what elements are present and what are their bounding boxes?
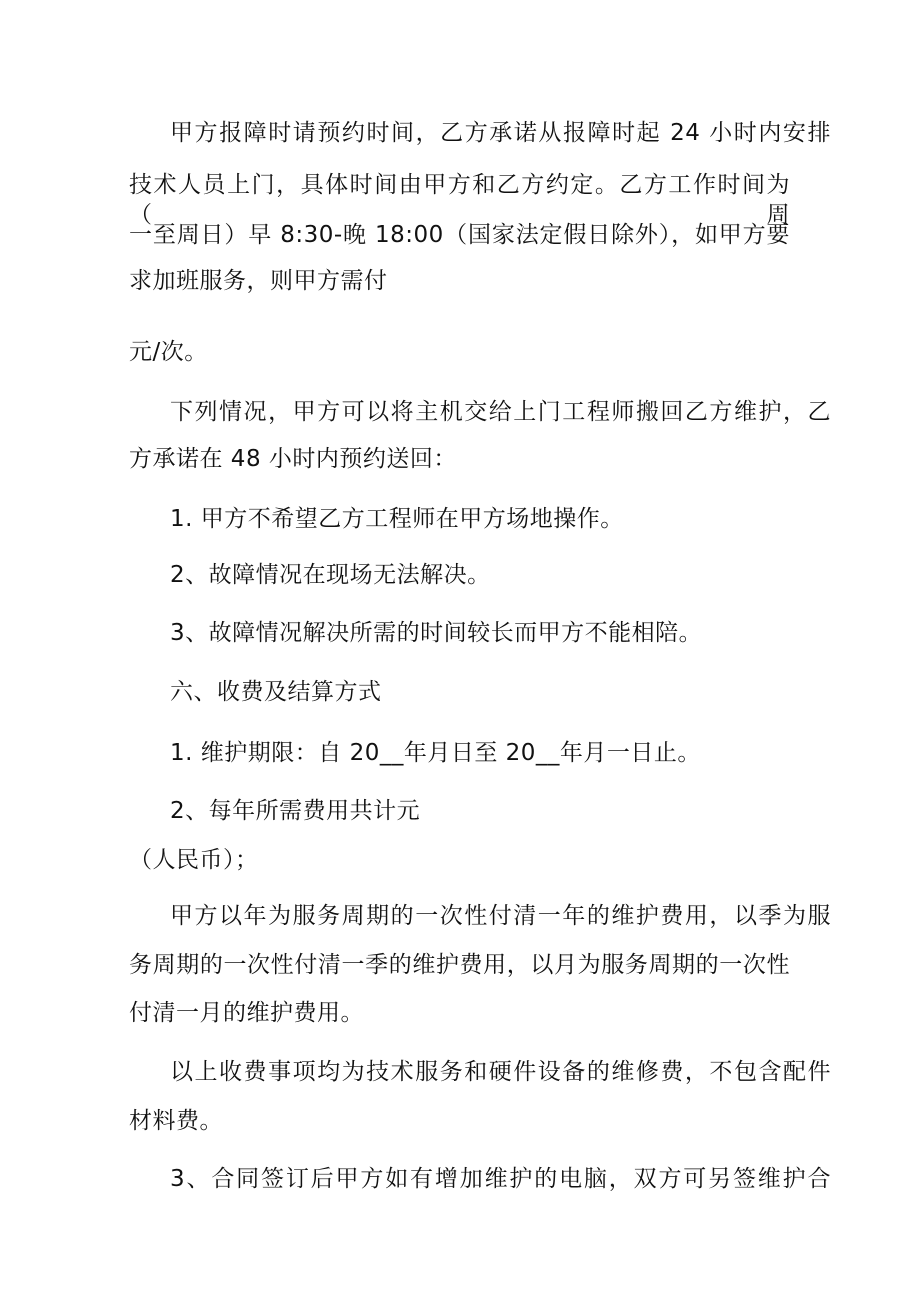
text-line: 付清一月的维护费用。 — [129, 1000, 364, 1026]
list-item: 1. 维护期限：自 20__年月日至 20__年月一日止。 — [170, 740, 701, 766]
list-item: 2、每年所需费用共计元 — [170, 798, 421, 824]
text-line: 甲方以年为服务周期的一次性付清一年的维护费用，以季为服 — [170, 903, 831, 929]
text-line: 3、合同签订后甲方如有增加维护的电脑，双方可另签维护合 — [170, 1166, 831, 1192]
text-line: 下列情况，甲方可以将主机交给上门工程师搬回乙方维护，乙 — [170, 399, 831, 425]
text-line: 求加班服务，则甲方需付 — [129, 268, 388, 294]
list-item: 2、故障情况在现场无法解决。 — [170, 562, 491, 588]
text-line: 以上收费事项均为技术服务和硬件设备的维修费，不包含配件 — [170, 1059, 831, 1085]
list-item: 1. 甲方不希望乙方工程师在甲方场地操作。 — [170, 506, 624, 532]
text-line: （人民币）； — [129, 847, 259, 873]
text-line: 甲方报障时请预约时间，乙方承诺从报障时起 24 小时内安排 — [170, 120, 831, 146]
text-line: 务周期的一次性付清一季的维护费用，以月为服务周期的一次性 — [129, 952, 790, 978]
text-line: 方承诺在 48 小时内预约送回： — [129, 446, 457, 472]
text-line: 一至周日）早 8:30-晚 18:00（国家法定假日除外），如甲方要 — [129, 222, 790, 248]
section-heading: 六、收费及结算方式 — [170, 679, 382, 705]
text-line: 材料费。 — [129, 1108, 223, 1134]
text-line: 技术人员上门，具体时间由甲方和乙方约定。乙方工作时间为（周 — [129, 172, 790, 228]
text-line: 元/次。 — [129, 339, 208, 365]
list-item: 3、故障情况解决所需的时间较长而甲方不能相陪。 — [170, 620, 703, 646]
